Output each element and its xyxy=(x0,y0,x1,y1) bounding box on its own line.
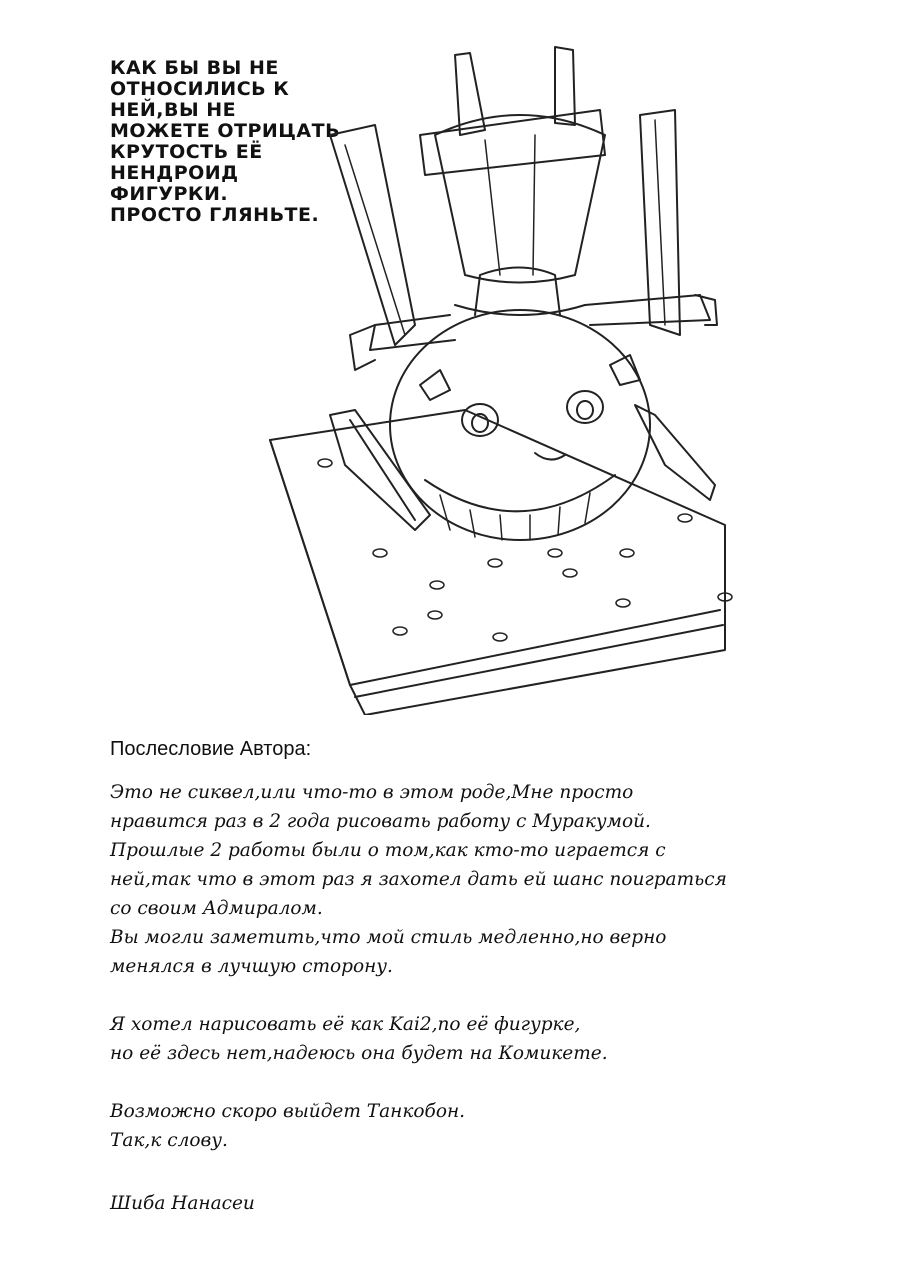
afterword-line: Прошлые 2 работы были о том,как кто-то играется с xyxy=(110,840,666,861)
afterword-line: Так,к слову. xyxy=(110,1130,228,1151)
afterword-line xyxy=(110,981,790,1010)
afterword-line: со своим Адмиралом. xyxy=(110,898,323,919)
afterword-line: Возможно скоро выйдет Танкобон. xyxy=(110,1101,466,1122)
author-signature: Шиба Нанасеи xyxy=(110,1193,255,1214)
afterword-line: но её здесь нет,надеюсь она будет на Комикете. xyxy=(110,1043,608,1064)
nendoroid-figure-icon xyxy=(255,25,735,715)
afterword-line: нравится раз в 2 года рисовать работу с Муракумой. xyxy=(110,811,651,832)
afterword-line: менялся в лучшую сторону. xyxy=(110,956,393,977)
afterword-line: Я хотел нарисовать её как Kai2,по её фигурке, xyxy=(110,1014,581,1035)
caption-line: КРУТОСТЬ ЕЁ xyxy=(110,141,263,163)
caption-line: КАК БЫ ВЫ НЕ xyxy=(110,57,279,79)
afterword-text xyxy=(110,778,790,1155)
caption-line: НЕНДРОИД xyxy=(110,162,239,184)
caption-line: МОЖЕТЕ ОТРИЦАТЬ xyxy=(110,120,341,142)
afterword-line: Это не сиквел,или что-то в этом роде,Мне просто xyxy=(110,782,634,803)
figure-sketch-illustration xyxy=(255,25,735,715)
afterword-title: Послесловие Автора: xyxy=(110,738,312,760)
caption-line: ФИГУРКИ. xyxy=(110,183,229,205)
afterword-line: ней,так что в этот раз я захотел дать ей шанс поиграться xyxy=(110,869,727,890)
caption-line: НЕЙ,ВЫ НЕ xyxy=(110,99,237,121)
afterword-line xyxy=(110,1068,790,1097)
caption-line: ПРОСТО ГЛЯНЬТЕ. xyxy=(110,204,320,226)
caption-line: ОТНОСИЛИСЬ К xyxy=(110,78,290,100)
afterword-line: Вы могли заметить,что мой стиль медленно,но верно xyxy=(110,927,667,948)
